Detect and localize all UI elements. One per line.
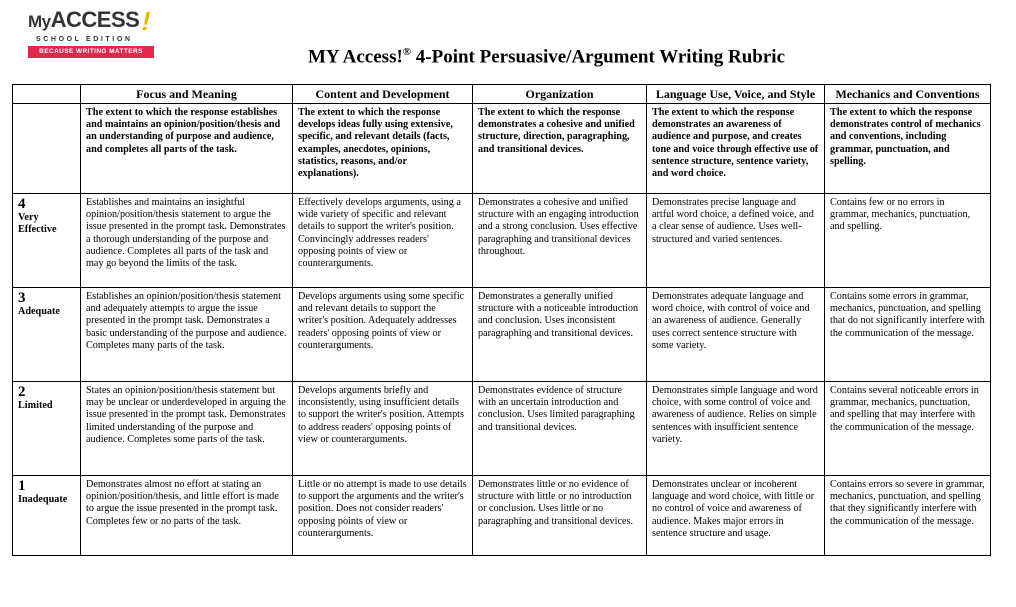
rubric-cell: Demonstrates a generally unified structure with a noticeable introduction and conclusion. Uses inconsistent paragraphing and transitional devices. [473,288,647,382]
rubric-cell: Demonstrates unclear or incoherent language and word choice, with little or no control of voice and awareness of audience. Makes major errors in sentence structure and usage. [647,476,825,556]
description-cell: The extent to which the response demonstrates an awareness of audience and purpose, and creates tone and voice through effective use of sentence structure, sentence variety, and word choice. [647,104,825,194]
column-header-organization: Organization [473,85,647,104]
score-number: 1 [18,478,26,494]
corner-cell [13,85,81,104]
score-number: 3 [18,290,26,306]
score-row [13,288,991,382]
score-row [13,194,991,288]
rubric-cell: Little or no attempt is made to use details to support the arguments and the writer's position. Does not consider readers' opposing points of view or counterarguments. [293,476,473,556]
header-row [13,85,991,104]
rubric-cell: States an opinion/position/thesis statement but may be unclear or underdeveloped in arguing the issue presented in the prompt task. Demonstrates limited understanding of the purpose and audience. Completes some parts of the task. [81,382,293,476]
column-header-mechanics: Mechanics and Conventions [825,85,991,104]
logo-subtitle: SCHOOL EDITION [36,36,133,43]
rubric-cell: Demonstrates almost no effort at stating an opinion/position/thesis, and little effort is made to argue the issue presented in the prompt task. Completes few or no parts of the task. [81,476,293,556]
myaccess-logo [28,8,158,60]
score-row [13,476,991,556]
description-row [13,104,991,194]
rubric-cell: Demonstrates a cohesive and unified structure with an engaging introduction and a strong conclusion. Uses effective paragraphing and transitional devices throughout. [473,194,647,288]
column-header-content: Content and Development [293,85,473,104]
rubric-cell: Contains several noticeable errors in grammar, mechanics, punctuation, and spelling that may interfere with the communication of the message. [825,382,991,476]
rubric-cell: Demonstrates little or no evidence of structure with little or no introduction or conclusion. Uses little or no paragraphing and transitional devices. [473,476,647,556]
rubric-cell: Demonstrates evidence of structure with an uncertain introduction and conclusion. Uses limited paragraphing and transitional devices. [473,382,647,476]
score-row [13,382,991,476]
score-number: 4 [18,196,26,212]
rubric-table [12,84,991,556]
score-label: Limited [18,400,53,411]
rubric-cell: Develops arguments using some specific and relevant details to support the writer's position. Adequately addresses readers' opposing points of view or counterarguments. [293,288,473,382]
logo-wordmark: MyACCESS [28,7,140,32]
score-number: 2 [18,384,26,400]
page-title: MY Access!® 4-Point Persuasive/Argument Writing Rubric [308,46,786,68]
description-cell: The extent to which the response demonstrates a cohesive and unified structure, direction, paragraphing, and transitional devices. [473,104,647,194]
score-label: Adequate [18,306,60,317]
rubric-cell: Demonstrates simple language and word choice, with some control of voice and awareness of audience. Relies on simple sentences with insufficient sentence variety. [647,382,825,476]
logo-exclamation: ! [138,6,154,36]
rubric-cell: Demonstrates precise language and artful word choice, a defined voice, and a clear sense of audience. Uses well-structured and varied sentences. [647,194,825,288]
rubric-cell: Contains errors so severe in grammar, mechanics, punctuation, and spelling that they significantly interfere with the communication of the message. [825,476,991,556]
score-label: Very Effective [18,212,57,235]
rubric-cell: Develops arguments briefly and inconsistently, using insufficient details to support the writer's position. Attempts to address readers' opposing points of view or counterarguments. [293,382,473,476]
score-header [13,288,81,382]
logo-tagline: BECAUSE WRITING MATTERS [28,46,154,58]
description-cell: The extent to which the response establishes and maintains an opinion/position/thesis and an understanding of purpose and audience, and completes all parts of the task. [81,104,293,194]
column-header-focus: Focus and Meaning [81,85,293,104]
column-header-language: Language Use, Voice, and Style [647,85,825,104]
rubric-cell: Contains few or no errors in grammar, mechanics, punctuation, and spelling. [825,194,991,288]
score-header [13,194,81,288]
description-cell: The extent to which the response develops ideas fully using extensive, specific, and relevant details (facts, examples, anecdotes, opinions, statistics, reasons, and/or explanations). [293,104,473,194]
rubric-cell: Establishes and maintains an insightful opinion/position/thesis statement to argue the issue presented in the prompt task. Demonstrates a thorough understanding of the purpose and audience. Completes all parts of the task and may go beyond the limits of the task. [81,194,293,288]
rubric-cell: Effectively develops arguments, using a wide variety of specific and relevant details to support the writer's position. Convincingly addresses readers' opposing points of view or counterarguments. [293,194,473,288]
rubric-cell: Contains some errors in grammar, mechanics, punctuation, and spelling that do not significantly interfere with the communication of the message. [825,288,991,382]
rubric-cell: Establishes an opinion/position/thesis statement and adequately attempts to argue the issue presented in the prompt task. Demonstrates a basic understanding of the purpose and audience. Completes many parts of the task. [81,288,293,382]
score-header [13,476,81,556]
score-label: Inadequate [18,494,68,505]
score-header [13,382,81,476]
description-corner [13,104,81,194]
description-cell: The extent to which the response demonstrates control of mechanics and conventions, including grammar, punctuation, and spelling. [825,104,991,194]
rubric-cell: Demonstrates adequate language and word choice, with control of voice and an awareness of audience. Generally uses correct sentence structure with some variety. [647,288,825,382]
